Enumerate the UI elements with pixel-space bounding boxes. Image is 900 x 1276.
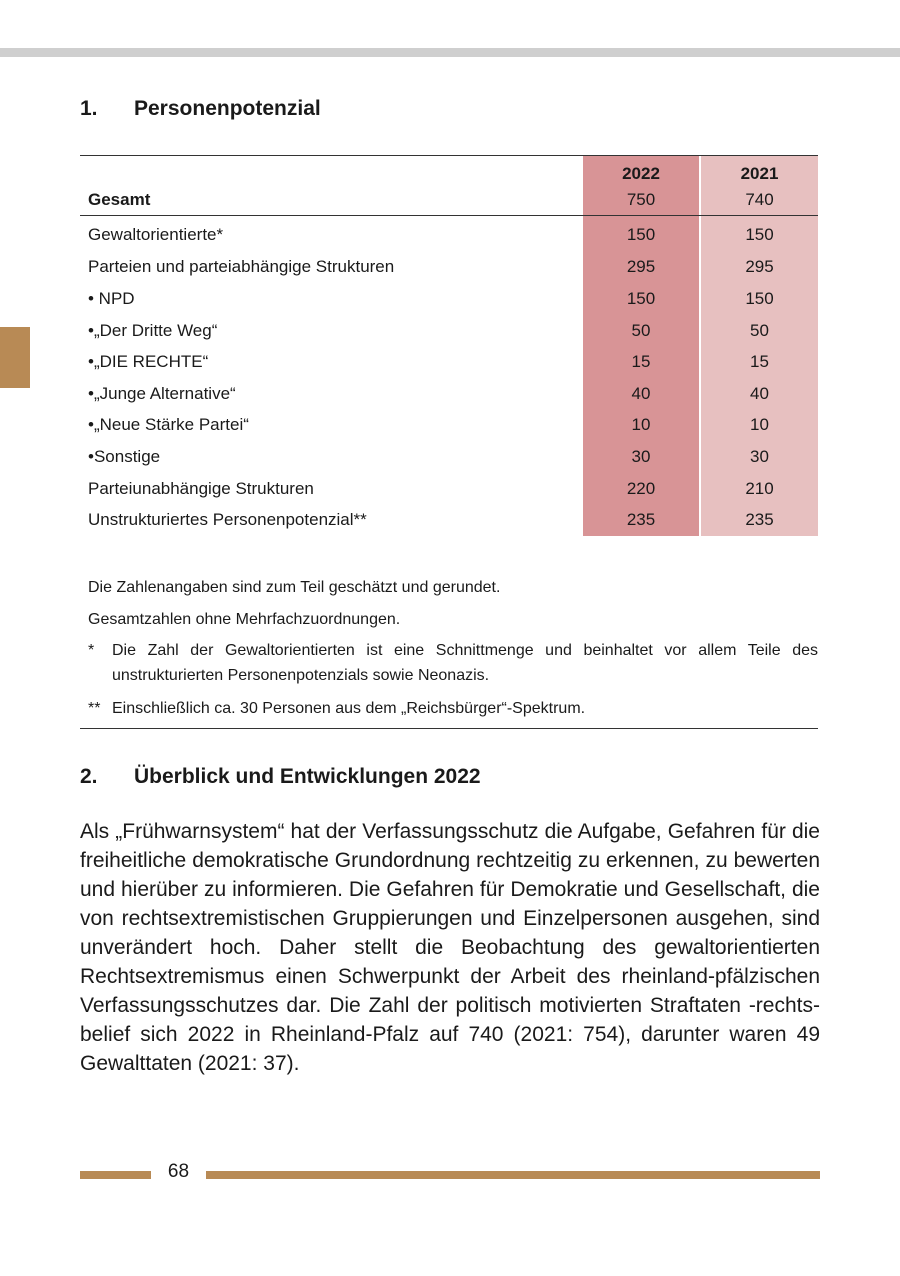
section-1-number: 1.: [80, 97, 98, 120]
row-value-2021: 50: [750, 321, 769, 340]
table-header-rule: [80, 215, 818, 216]
row-value-2021: 150: [745, 225, 774, 244]
row-value-2022: 295: [626, 257, 656, 276]
footer-bar-right: [206, 1171, 820, 1179]
note-estimated: Die Zahlenangaben sind zum Teil geschätzt und gerundet.: [88, 579, 501, 596]
row-value-2021: 10: [750, 415, 769, 434]
total-2021: 740: [745, 190, 774, 209]
row-value-2022: 220: [626, 479, 656, 498]
row-label: Parteien und parteiabhängige Strukturen: [88, 257, 395, 276]
row-value-2021: 40: [750, 384, 769, 403]
row-label: •„Der Dritte Weg“: [88, 321, 218, 340]
footnote-marker: *: [88, 642, 95, 659]
notes-bottom-rule: [80, 728, 818, 729]
page-number: 68: [167, 1161, 190, 1182]
row-label: Parteiunabhängige Strukturen: [88, 479, 314, 498]
row-label: Gewaltorientierte*: [88, 225, 224, 244]
year-2022-header: 2022: [622, 164, 660, 183]
section-1-heading: [80, 97, 321, 121]
row-value-2021: 30: [750, 447, 769, 466]
row-value-2021: 235: [745, 510, 774, 529]
section-2-heading: [80, 765, 481, 789]
total-label: Gesamt: [88, 190, 151, 209]
row-value-2021: 150: [745, 289, 774, 308]
row-value-2022: 150: [626, 225, 656, 244]
row-value-2021: 15: [750, 352, 769, 371]
chapter-side-tab: [0, 327, 30, 388]
row-label: •„Junge Alternative“: [88, 384, 236, 403]
section-2-title: Überblick und Entwicklungen 2022: [134, 765, 481, 788]
row-value-2022: 40: [631, 384, 651, 403]
row-label: Unstrukturiertes Personenpotenzial**: [88, 510, 367, 529]
body-paragraph: Als „Frühwarnsystem“ hat der Verfassungsschutz die Aufgabe, Gefahren für die freiheitliche demokratische Grundordnung rechtzeitig zu erkennen, zu bewerten und hierüber zu informieren. Die Gefahren für Demokratie und Gesellschaft, die von rechtsextremistischen Gruppierungen und Einzelpersonen ausgehen, sind unverändert hoch. Daher stellt die Beobachtung des gewaltorientierten Rechtsextremismus einen Schwerpunkt der Arbeit des rheinland-pfälzischen Verfassungsschutzes dar. Die Zahl der politisch motivierten Straftaten -rechts- belief sich 2022 in Rheinland-Pfalz auf 740 (2021: 754), darunter waren 49 Gewalttaten (2021: 37).: [80, 820, 820, 1075]
row-value-2022: 15: [631, 352, 651, 371]
total-2022: 750: [626, 190, 656, 209]
row-label: •„DIE RECHTE“: [88, 352, 209, 371]
footnote-single-star: [88, 638, 818, 690]
row-label: •Sonstige: [88, 447, 161, 466]
row-value-2022: 10: [631, 415, 651, 434]
footnote-text: Einschließlich ca. 30 Personen aus dem „Reichsbürger“-Spektrum.: [112, 700, 586, 717]
section-1-title: Personenpotenzial: [134, 97, 321, 120]
row-value-2021: 295: [745, 257, 774, 276]
row-label: •„Neue Stärke Partei“: [88, 415, 249, 434]
top-gray-bar: [0, 48, 900, 57]
footer-bar-left: [80, 1171, 151, 1179]
row-value-2022: 30: [631, 447, 651, 466]
footnote-text: Die Zahl der Gewaltorientierten ist eine Schnittmenge und beinhaltet vor allem Teile des unstrukturierten Personenpotenzials sowie Neonazis.: [112, 642, 818, 684]
note-totals: Gesamtzahlen ohne Mehrfachzuordnungen.: [88, 611, 401, 628]
row-value-2021: 210: [745, 479, 774, 498]
footnote-marker: **: [88, 700, 101, 717]
section-2-number: 2.: [80, 765, 98, 788]
year-2021-header: 2021: [740, 164, 779, 183]
row-value-2022: 50: [631, 321, 651, 340]
row-label: • NPD: [88, 289, 135, 308]
row-value-2022: 150: [626, 289, 656, 308]
row-value-2022: 235: [626, 510, 656, 529]
